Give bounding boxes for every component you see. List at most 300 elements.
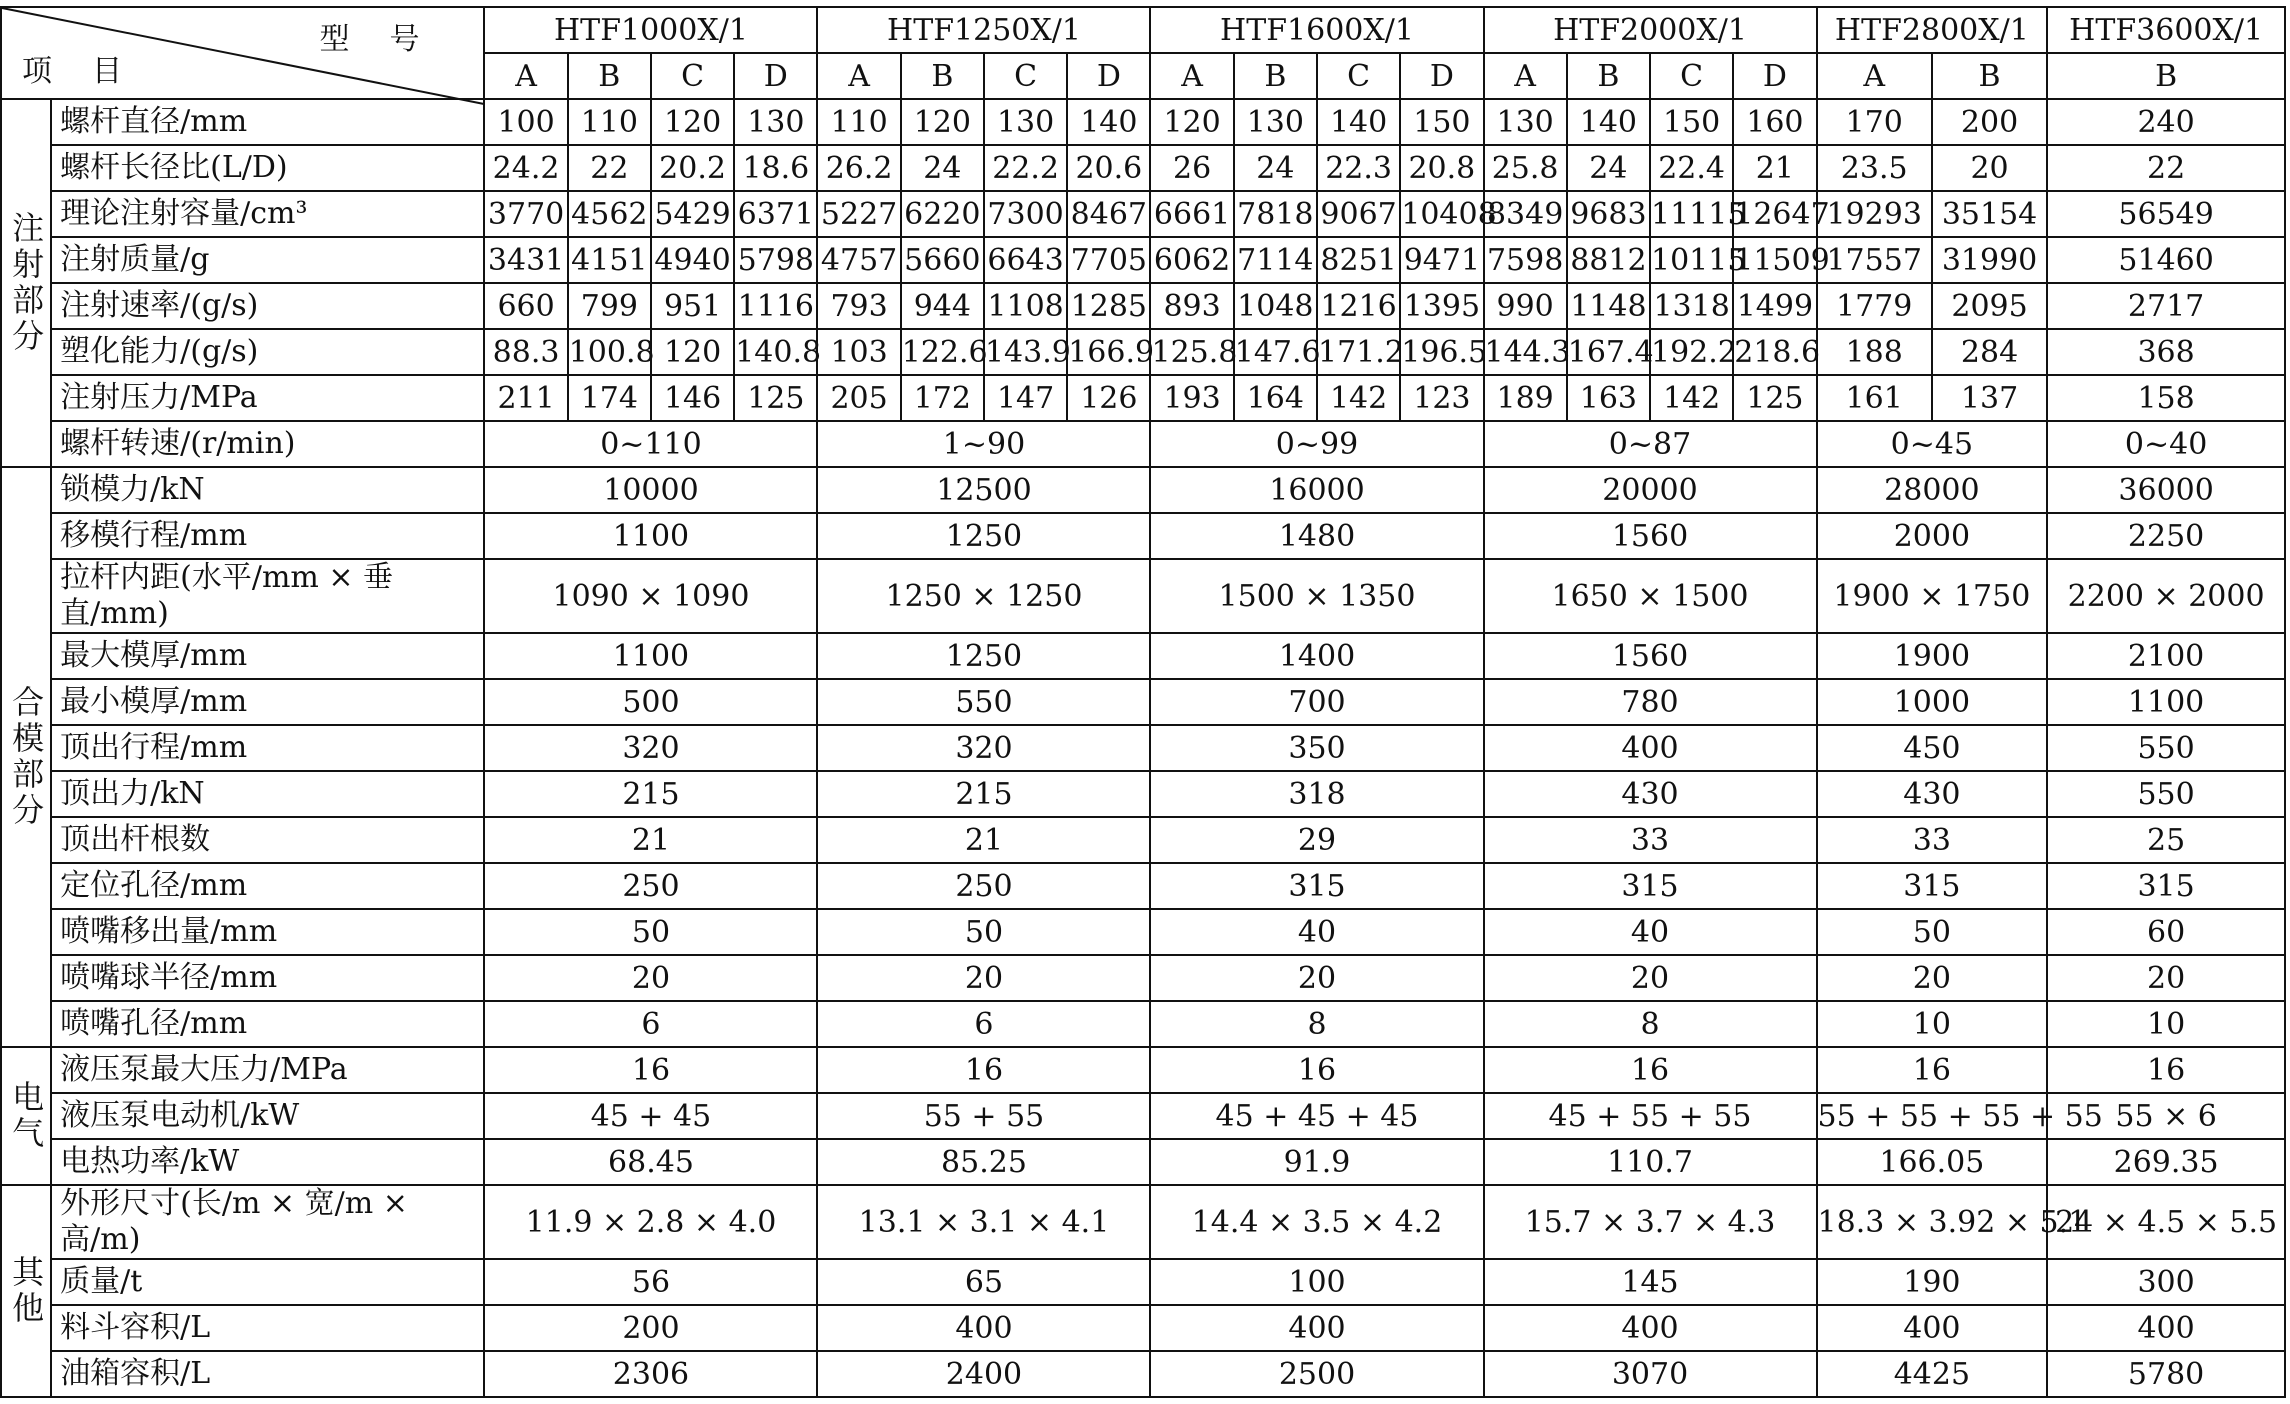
value-cell: 143.9 [984,329,1067,375]
value-cell: 24 × 4.5 × 5.5 [2047,1185,2285,1259]
value-cell: 8467 [1067,191,1150,237]
value-cell: 19293 [1817,191,1932,237]
value-cell: 1~90 [817,421,1150,467]
variant-header: D [734,53,817,99]
value-cell: 56549 [2047,191,2285,237]
value-cell: 215 [484,771,817,817]
value-cell: 120 [651,99,734,145]
row-label: 顶出杆根数 [51,817,484,863]
value-cell: 450 [1817,725,2048,771]
row-label: 喷嘴孔径/mm [51,1001,484,1047]
model-header: HTF1000X/1 [484,7,817,53]
value-cell: 7300 [984,191,1067,237]
value-cell: 12647 [1733,191,1816,237]
value-cell: 368 [2047,329,2285,375]
value-cell: 6371 [734,191,817,237]
value-cell: 550 [2047,771,2285,817]
group-label-electric: 电气 [1,1047,51,1185]
value-cell: 0~99 [1150,421,1483,467]
variant-header: C [651,53,734,99]
value-cell: 110 [568,99,651,145]
value-cell: 55 + 55 + 55 + 55 [1817,1093,2048,1139]
variant-header: B [901,53,984,99]
value-cell: 2100 [2047,633,2285,679]
value-cell: 250 [484,863,817,909]
value-cell: 2095 [1932,283,2047,329]
value-cell: 10000 [484,467,817,513]
value-cell: 50 [817,909,1150,955]
row-label: 油箱容积/L [51,1351,484,1397]
value-cell: 300 [2047,1259,2285,1305]
group-label-clamping: 合模部分 [1,467,51,1047]
value-cell: 25.8 [1484,145,1567,191]
value-cell: 22.3 [1317,145,1400,191]
value-cell: 893 [1150,283,1233,329]
value-cell: 161 [1817,375,1932,421]
value-cell: 91.9 [1150,1139,1483,1185]
value-cell: 140 [1567,99,1650,145]
group-label-injection: 注射部分 [1,99,51,467]
row-label: 螺杆长径比(L/D) [51,145,484,191]
value-cell: 7705 [1067,237,1150,283]
value-cell: 400 [1484,725,1817,771]
variant-header: C [984,53,1067,99]
value-cell: 147 [984,375,1067,421]
value-cell: 130 [1234,99,1317,145]
value-cell: 1216 [1317,283,1400,329]
value-cell: 1250 × 1250 [817,559,1150,633]
value-cell: 1100 [484,633,817,679]
value-cell: 120 [651,329,734,375]
value-cell: 130 [984,99,1067,145]
value-cell: 6643 [984,237,1067,283]
variant-header: B [568,53,651,99]
value-cell: 26 [1150,145,1233,191]
value-cell: 9683 [1567,191,1650,237]
value-cell: 120 [901,99,984,145]
value-cell: 16 [1150,1047,1483,1093]
value-cell: 20000 [1484,467,1817,513]
value-cell: 6 [817,1001,1150,1047]
value-cell: 120 [1150,99,1233,145]
value-cell: 1650 × 1500 [1484,559,1817,633]
value-cell: 7598 [1484,237,1567,283]
value-cell: 11.9 × 2.8 × 4.0 [484,1185,817,1259]
value-cell: 166.05 [1817,1139,2048,1185]
value-cell: 6 [484,1001,817,1047]
value-cell: 65 [817,1259,1150,1305]
value-cell: 0~110 [484,421,817,467]
value-cell: 100.8 [568,329,651,375]
value-cell: 1560 [1484,513,1817,559]
value-cell: 1000 [1817,679,2048,725]
value-cell: 22 [568,145,651,191]
variant-header: B [1234,53,1317,99]
value-cell: 5227 [817,191,900,237]
value-cell: 174 [568,375,651,421]
value-cell: 24 [901,145,984,191]
row-label: 顶出力/kN [51,771,484,817]
value-cell: 21 [1733,145,1816,191]
value-cell: 55 × 6 [2047,1093,2285,1139]
value-cell: 9471 [1400,237,1483,283]
value-cell: 1500 × 1350 [1150,559,1483,633]
row-label: 定位孔径/mm [51,863,484,909]
value-cell: 20 [1150,955,1483,1001]
value-cell: 28000 [1817,467,2048,513]
value-cell: 35154 [1932,191,2047,237]
value-cell: 23.5 [1817,145,1932,191]
value-cell: 200 [1932,99,2047,145]
value-cell: 315 [1817,863,2048,909]
value-cell: 211 [484,375,567,421]
value-cell: 140 [1067,99,1150,145]
value-cell: 20 [1817,955,2048,1001]
row-label: 螺杆转速/(r/min) [51,421,484,467]
value-cell: 24 [1234,145,1317,191]
value-cell: 40 [1150,909,1483,955]
value-cell: 103 [817,329,900,375]
value-cell: 16 [1484,1047,1817,1093]
value-cell: 145 [1484,1259,1817,1305]
value-cell: 45 + 55 + 55 [1484,1093,1817,1139]
value-cell: 50 [484,909,817,955]
value-cell: 4562 [568,191,651,237]
value-cell: 10 [2047,1001,2285,1047]
value-cell: 55 + 55 [817,1093,1150,1139]
row-label: 锁模力/kN [51,467,484,513]
value-cell: 2306 [484,1351,817,1397]
value-cell: 25 [2047,817,2285,863]
value-cell: 16 [1817,1047,2048,1093]
value-cell: 1560 [1484,633,1817,679]
value-cell: 16 [817,1047,1150,1093]
variant-header: B [2047,53,2285,99]
value-cell: 2250 [2047,513,2285,559]
row-label: 螺杆直径/mm [51,99,484,145]
value-cell: 1250 [817,513,1150,559]
value-cell: 1395 [1400,283,1483,329]
value-cell: 315 [1150,863,1483,909]
value-cell: 18.6 [734,145,817,191]
value-cell: 140 [1317,99,1400,145]
value-cell: 16000 [1150,467,1483,513]
row-label: 最小模厚/mm [51,679,484,725]
value-cell: 100 [1150,1259,1483,1305]
value-cell: 3431 [484,237,567,283]
value-cell: 4757 [817,237,900,283]
value-cell: 944 [901,283,984,329]
value-cell: 171.2 [1317,329,1400,375]
value-cell: 1900 × 1750 [1817,559,2048,633]
value-cell: 60 [2047,909,2285,955]
value-cell: 137 [1932,375,2047,421]
value-cell: 1900 [1817,633,2048,679]
value-cell: 799 [568,283,651,329]
value-cell: 16 [2047,1047,2285,1093]
value-cell: 20 [817,955,1150,1001]
value-cell: 3070 [1484,1351,1817,1397]
value-cell: 11115 [1650,191,1733,237]
value-cell: 660 [484,283,567,329]
header-corner-cell [1,7,484,99]
value-cell: 100 [484,99,567,145]
value-cell: 1499 [1733,283,1816,329]
value-cell: 550 [2047,725,2285,771]
value-cell: 1048 [1234,283,1317,329]
value-cell: 1318 [1650,283,1733,329]
row-label: 顶出行程/mm [51,725,484,771]
value-cell: 24.2 [484,145,567,191]
value-cell: 22.4 [1650,145,1733,191]
value-cell: 22 [2047,145,2285,191]
value-cell: 1108 [984,283,1067,329]
row-label: 电热功率/kW [51,1139,484,1185]
value-cell: 51460 [2047,237,2285,283]
variant-header: B [1567,53,1650,99]
value-cell: 1250 [817,633,1150,679]
value-cell: 250 [817,863,1150,909]
value-cell: 189 [1484,375,1567,421]
value-cell: 110 [817,99,900,145]
value-cell: 8 [1150,1001,1483,1047]
value-cell: 160 [1733,99,1816,145]
value-cell: 400 [1817,1305,2048,1351]
value-cell: 110.7 [1484,1139,1817,1185]
value-cell: 6661 [1150,191,1233,237]
value-cell: 163 [1567,375,1650,421]
value-cell: 20 [1932,145,2047,191]
variant-header: C [1317,53,1400,99]
value-cell: 14.4 × 3.5 × 4.2 [1150,1185,1483,1259]
value-cell: 164 [1234,375,1317,421]
value-cell: 550 [817,679,1150,725]
value-cell: 20.8 [1400,145,1483,191]
value-cell: 40 [1484,909,1817,955]
value-cell: 125 [1733,375,1816,421]
value-cell: 192.2 [1650,329,1733,375]
variant-header: A [1484,53,1567,99]
model-header-label: 型号 [319,22,460,57]
value-cell: 36000 [2047,467,2285,513]
value-cell: 29 [1150,817,1483,863]
row-label: 料斗容积/L [51,1305,484,1351]
value-cell: 3770 [484,191,567,237]
value-cell: 430 [1484,771,1817,817]
model-header: HTF1600X/1 [1150,7,1483,53]
value-cell: 146 [651,375,734,421]
value-cell: 780 [1484,679,1817,725]
value-cell: 700 [1150,679,1483,725]
value-cell: 170 [1817,99,1932,145]
value-cell: 4940 [651,237,734,283]
value-cell: 50 [1817,909,2048,955]
value-cell: 142 [1650,375,1733,421]
value-cell: 12500 [817,467,1150,513]
value-cell: 4151 [568,237,651,283]
row-label: 注射压力/MPa [51,375,484,421]
value-cell: 1779 [1817,283,1932,329]
value-cell: 130 [734,99,817,145]
value-cell: 196.5 [1400,329,1483,375]
value-cell: 20 [484,955,817,1001]
row-label: 最大模厚/mm [51,633,484,679]
value-cell: 85.25 [817,1139,1150,1185]
value-cell: 240 [2047,99,2285,145]
value-cell: 8812 [1567,237,1650,283]
value-cell: 5780 [2047,1351,2285,1397]
value-cell: 500 [484,679,817,725]
value-cell: 125 [734,375,817,421]
value-cell: 400 [1484,1305,1817,1351]
variant-header: A [1817,53,1932,99]
model-header: HTF1250X/1 [817,7,1150,53]
value-cell: 7818 [1234,191,1317,237]
value-cell: 18.3 × 3.92 × 5.1 [1817,1185,2048,1259]
row-label: 液压泵最大压力/MPa [51,1047,484,1093]
value-cell: 142 [1317,375,1400,421]
value-cell: 68.45 [484,1139,817,1185]
value-cell: 400 [817,1305,1150,1351]
value-cell: 31990 [1932,237,2047,283]
value-cell: 400 [1150,1305,1483,1351]
value-cell: 793 [817,283,900,329]
value-cell: 5429 [651,191,734,237]
value-cell: 20 [2047,955,2285,1001]
value-cell: 5798 [734,237,817,283]
value-cell: 1116 [734,283,817,329]
row-label: 拉杆内距(水平/mm × 垂直/mm) [51,559,484,633]
value-cell: 20.2 [651,145,734,191]
value-cell: 0~87 [1484,421,1817,467]
value-cell: 430 [1817,771,2048,817]
value-cell: 5660 [901,237,984,283]
row-label: 外形尺寸(长/m × 宽/m × 高/m) [51,1185,484,1259]
value-cell: 33 [1817,817,2048,863]
variant-header: D [1400,53,1483,99]
row-label: 移模行程/mm [51,513,484,559]
value-cell: 1090 × 1090 [484,559,817,633]
value-cell: 193 [1150,375,1233,421]
value-cell: 2400 [817,1351,1150,1397]
row-label: 液压泵电动机/kW [51,1093,484,1139]
value-cell: 6220 [901,191,984,237]
value-cell: 16 [484,1047,817,1093]
value-cell: 990 [1484,283,1567,329]
value-cell: 1148 [1567,283,1650,329]
value-cell: 7114 [1234,237,1317,283]
value-cell: 122.6 [901,329,984,375]
value-cell: 22.2 [984,145,1067,191]
value-cell: 123 [1400,375,1483,421]
row-label: 注射速率/(g/s) [51,283,484,329]
value-cell: 126 [1067,375,1150,421]
value-cell: 21 [484,817,817,863]
variant-header: A [817,53,900,99]
value-cell: 350 [1150,725,1483,771]
value-cell: 10 [1817,1001,2048,1047]
value-cell: 315 [2047,863,2285,909]
row-label: 质量/t [51,1259,484,1305]
value-cell: 284 [1932,329,2047,375]
value-cell: 215 [817,771,1150,817]
value-cell: 13.1 × 3.1 × 4.1 [817,1185,1150,1259]
model-header: HTF2800X/1 [1817,7,2048,53]
value-cell: 1100 [2047,679,2285,725]
variant-header: C [1650,53,1733,99]
value-cell: 20 [1484,955,1817,1001]
value-cell: 21 [817,817,1150,863]
value-cell: 0~45 [1817,421,2048,467]
variant-header: D [1733,53,1816,99]
value-cell: 150 [1650,99,1733,145]
row-label: 喷嘴球半径/mm [51,955,484,1001]
value-cell: 158 [2047,375,2285,421]
value-cell: 8349 [1484,191,1567,237]
value-cell: 125.8 [1150,329,1233,375]
value-cell: 150 [1400,99,1483,145]
value-cell: 11509 [1733,237,1816,283]
value-cell: 2200 × 2000 [2047,559,2285,633]
value-cell: 26.2 [817,145,900,191]
row-label: 注射质量/g [51,237,484,283]
variant-header: B [1932,53,2047,99]
value-cell: 1100 [484,513,817,559]
value-cell: 0~40 [2047,421,2285,467]
value-cell: 1480 [1150,513,1483,559]
row-label: 理论注射容量/cm³ [51,191,484,237]
spec-table [0,6,2286,1398]
row-label: 塑化能力/(g/s) [51,329,484,375]
value-cell: 1400 [1150,633,1483,679]
value-cell: 130 [1484,99,1567,145]
row-label: 喷嘴移出量/mm [51,909,484,955]
value-cell: 45 + 45 [484,1093,817,1139]
value-cell: 144.3 [1484,329,1567,375]
value-cell: 140.8 [734,329,817,375]
value-cell: 8251 [1317,237,1400,283]
value-cell: 951 [651,283,734,329]
value-cell: 400 [2047,1305,2285,1351]
variant-header: A [1150,53,1233,99]
value-cell: 218.6 [1733,329,1816,375]
value-cell: 17557 [1817,237,1932,283]
model-header: HTF3600X/1 [2047,7,2285,53]
value-cell: 2500 [1150,1351,1483,1397]
value-cell: 2717 [2047,283,2285,329]
variant-header: D [1067,53,1150,99]
value-cell: 8 [1484,1001,1817,1047]
value-cell: 2000 [1817,513,2048,559]
value-cell: 190 [1817,1259,2048,1305]
value-cell: 20.6 [1067,145,1150,191]
value-cell: 1285 [1067,283,1150,329]
value-cell: 56 [484,1259,817,1305]
value-cell: 4425 [1817,1351,2048,1397]
value-cell: 188 [1817,329,1932,375]
value-cell: 269.35 [2047,1139,2285,1185]
value-cell: 200 [484,1305,817,1351]
value-cell: 45 + 45 + 45 [1150,1093,1483,1139]
value-cell: 147.6 [1234,329,1317,375]
value-cell: 167.4 [1567,329,1650,375]
value-cell: 320 [484,725,817,771]
group-label-other: 其他 [1,1185,51,1397]
value-cell: 15.7 × 3.7 × 4.3 [1484,1185,1817,1259]
value-cell: 9067 [1317,191,1400,237]
value-cell: 88.3 [484,329,567,375]
value-cell: 6062 [1150,237,1233,283]
